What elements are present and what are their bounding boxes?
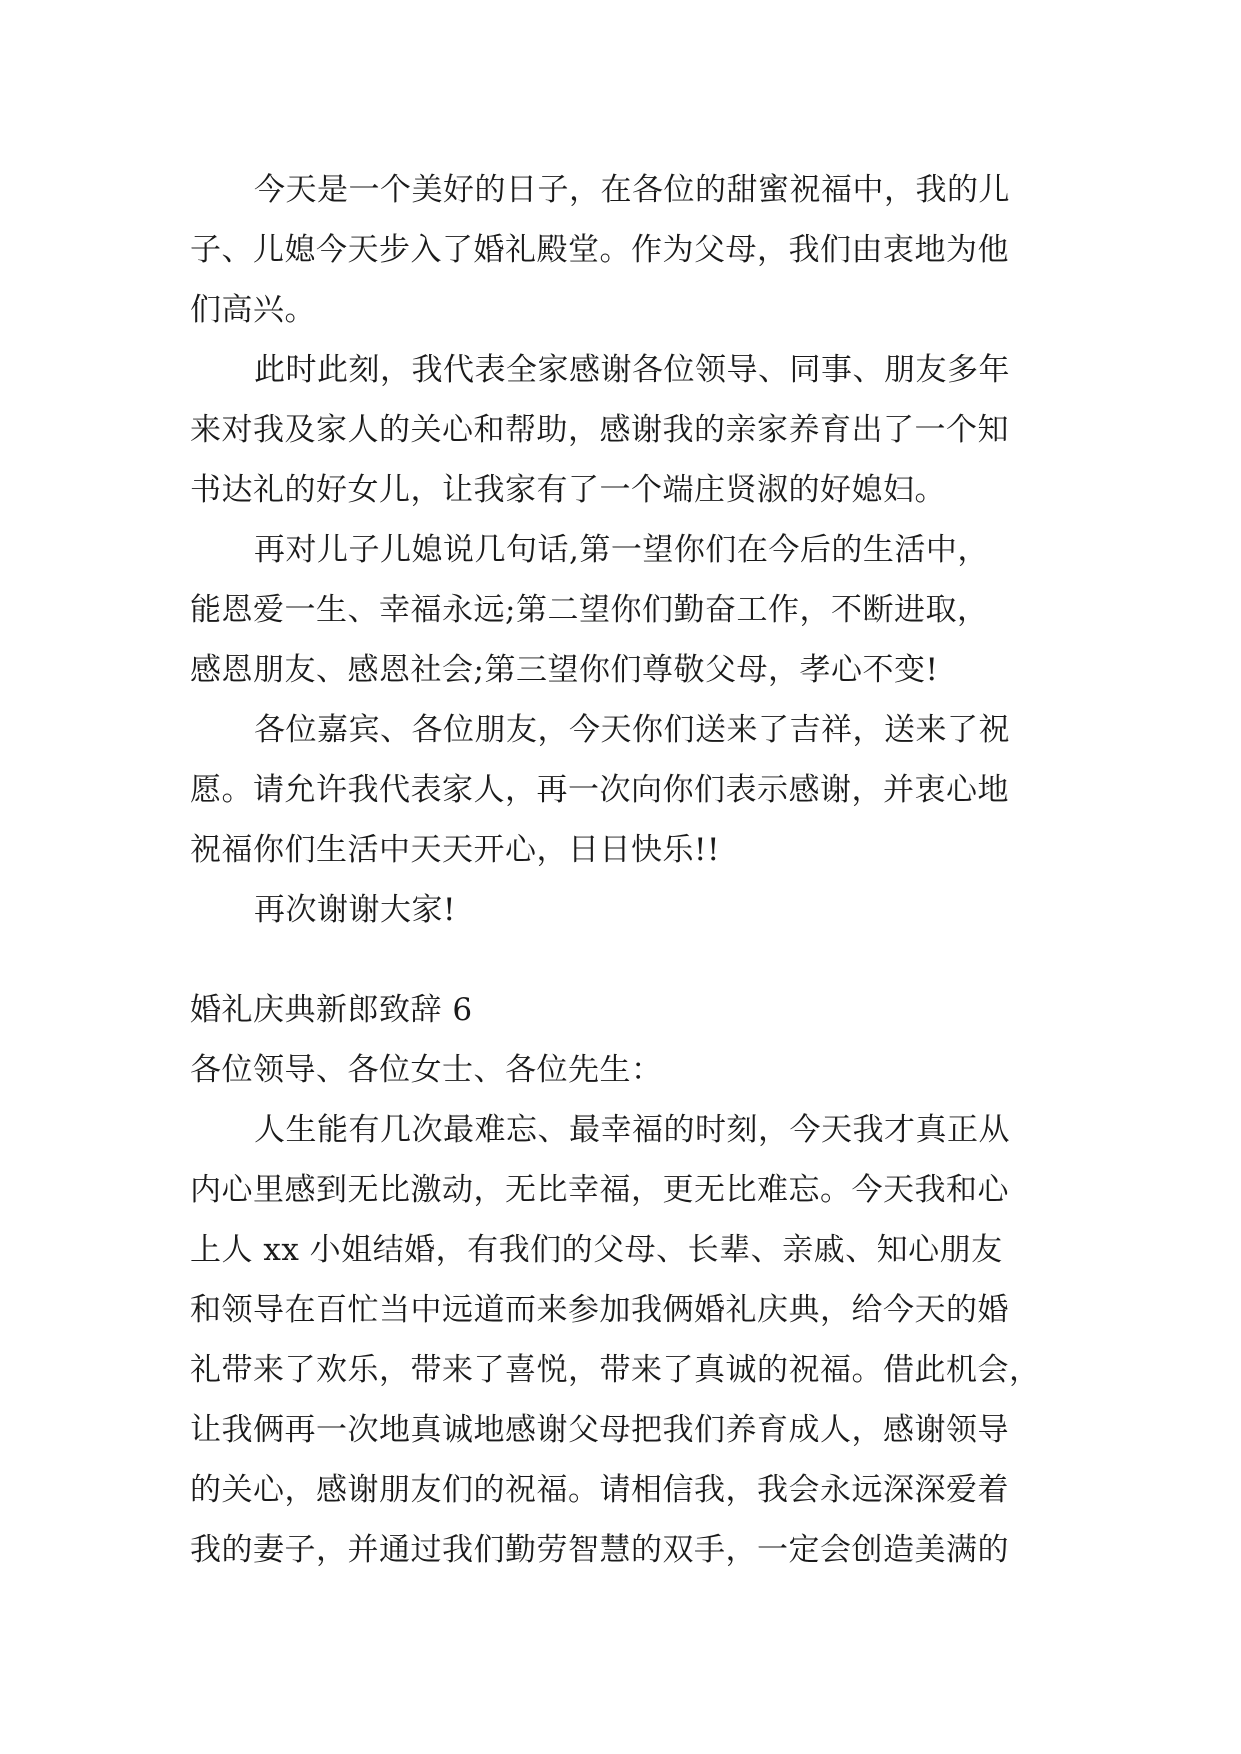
- text-line: 祝福你们生活中天天开心，日日快乐!!: [190, 832, 720, 868]
- paragraph: [190, 340, 1090, 520]
- document-body: [190, 160, 1090, 1580]
- text-line: 们高兴。: [190, 292, 316, 328]
- text-line: 感恩朋友、感恩社会;第三望你们尊敬父母，孝心不变!: [190, 652, 939, 688]
- section-title: 婚礼庆典新郎致辞 6: [190, 992, 473, 1028]
- text-line: 再对儿子儿媳说几句话,第一望你们在今后的生活中，: [254, 532, 989, 568]
- text-line: 书达礼的好女儿，让我家有了一个端庄贤淑的好媳妇。: [190, 472, 946, 508]
- section-spacer: [190, 940, 1090, 980]
- text-line: 让我俩再一次地真诚地感谢父母把我们养育成人，感谢领导: [190, 1412, 1009, 1448]
- text-line: 来对我及家人的关心和帮助，感谢我的亲家养育出了一个知: [190, 412, 1009, 448]
- text-line: 我的妻子，并通过我们勤劳智慧的双手，一定会创造美满的: [190, 1532, 1009, 1568]
- text-line: 此时此刻，我代表全家感谢各位领导、同事、朋友多年: [254, 352, 1010, 388]
- paragraph: [190, 520, 1090, 700]
- text-line: 和领导在百忙当中远道而来参加我俩婚礼庆典，给今天的婚: [190, 1292, 1009, 1328]
- paragraph: [190, 1100, 1090, 1580]
- text-line: 内心里感到无比激动，无比幸福，更无比难忘。今天我和心: [190, 1172, 1009, 1208]
- text-line: 的关心，感谢朋友们的祝福。请相信我，我会永远深深爱着: [190, 1472, 1009, 1508]
- text-line: 各位嘉宾、各位朋友，今天你们送来了吉祥，送来了祝: [254, 712, 1010, 748]
- text-line: 人生能有几次最难忘、最幸福的时刻，今天我才真正从: [254, 1112, 1010, 1148]
- text-line: 上人 xx 小姐结婚，有我们的父母、长辈、亲戚、知心朋友: [190, 1232, 1003, 1268]
- paragraph: [190, 700, 1090, 880]
- paragraph: [190, 880, 1090, 940]
- text-line: 愿。请允许我代表家人，再一次向你们表示感谢，并衷心地: [190, 772, 1009, 808]
- text-line: 再次谢谢大家!: [254, 892, 456, 928]
- text-line: 今天是一个美好的日子，在各位的甜蜜祝福中，我的儿: [254, 172, 1010, 208]
- paragraph: [190, 160, 1090, 340]
- text-line: 子、儿媳今天步入了婚礼殿堂。作为父母，我们由衷地为他: [190, 232, 1009, 268]
- text-line: 礼带来了欢乐，带来了喜悦，带来了真诚的祝福。借此机会，: [190, 1352, 1041, 1388]
- text-line: 能恩爱一生、幸福永远;第二望你们勤奋工作，不断进取，: [190, 592, 989, 628]
- salutation: 各位领导、各位女士、各位先生：: [190, 1052, 663, 1088]
